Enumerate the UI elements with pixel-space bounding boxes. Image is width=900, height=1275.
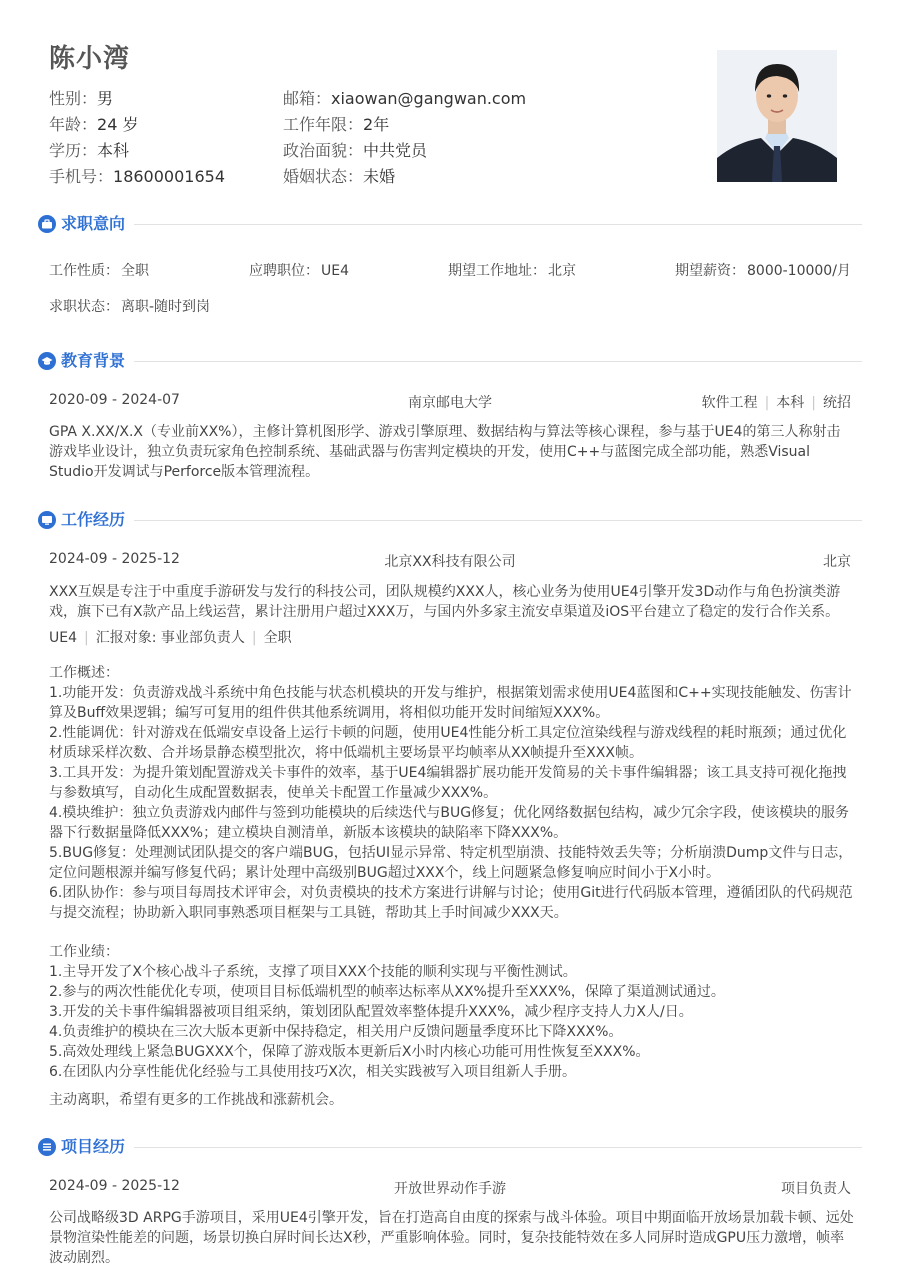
info-email: 邮箱：xiaowan@gangwan.com	[283, 89, 527, 108]
intent-location: 期望工作地址： 北京	[448, 263, 576, 279]
intent-status: 求职状态： 离职-随时到岗	[49, 299, 211, 315]
divider: |	[811, 395, 816, 411]
project-description: 公司战略级3D ARPG手游项目，采用UE4引擎开发，旨在打造高自由度的探索与战斗体验。项目中期面临开放场景加载卡顿、远处 景物渲染性能差的问题，场景切换白屏时间长达X秒，严重影响体验。同时，复杂技能特效在多人同屏时造成GPU压力激增，帧率 波动剧烈。	[49, 1210, 854, 1266]
education-row	[49, 392, 851, 414]
info-marital: 婚姻状态：未婚	[283, 167, 396, 186]
divider: |	[251, 630, 257, 646]
work-company-description: XXX互娱是专注于中重度手游研发与发行的科技公司，团队规模约XXX人，核心业务为使用UE4引擎开发3D动作与角色扮演类游 戏，旗下已有X款产品上线运营，累计注册用户超过XXX万，与国内外多家主流安卓渠道及iOS平台建立了稳定的发行合作关系。	[49, 584, 841, 620]
work-results: 工作业绩： 1.主导开发了X个核心战斗子系统，支撑了项目XXX个技能的顺利实现与平衡性测试。 2.参与的两次性能优化专项，使项目目标低端机型的帧率达标率从XX%提升至XXX%，保障了渠道测试通过。 3.开发的关卡事件编辑器被项目组采纳，策划团队配置效率整体提升XXX%，减少程序支持人力X人/日。 4.负责维护的模块在三次大版本更新中保持稳定，相关用户反馈问题量季度环比下降XXX%。 5.高效处理线上紧急BUGXXX个，保障了游戏版本更新后X小时内核心功能可用性恢复至XXX%。 6.在团队内分享性能优化经验与工具使用技巧X次，相关实践被写入项目组新人手册。	[49, 942, 855, 1082]
education-major: 软件工程	[701, 395, 758, 411]
work-tag: 全职	[263, 630, 292, 646]
info-gender: 性别：男	[49, 89, 114, 108]
section-title: 求职意向	[61, 214, 126, 233]
work-overview: 工作概述： 1.功能开发：负责游戏战斗系统中角色技能与状态机模块的开发与维护，根据策划需求使用UE4蓝图和C++实现技能触发、伤害计 算及Buff效果逻辑；编写可复用的组件供其他系统调用，将相似功能开发时间缩短XXX%。 2.性能调优：针对游戏在低端安卓设备上运行卡顿的问题，使用UE4性能分析工具定位渲染线程与游戏线程的耗时瓶颈；通过优化 材质球采样次数、合并场景静态模型批次，将中低端机主要场景平均帧率从XX帧提升至XXX帧。 3.工具开发：为提升策划配置游戏关卡事件的效率，基于UE4编辑器扩展功能开发简易的关卡事件编辑器；该工具支持可视化拖拽 与参数填写，自动化生成配置数据表，使单关卡配置工作量减少XXX%。 4.模块维护：独立负责游戏内邮件与签到功能模块的后续迭代与BUG修复；优化网络数据包结构，减少冗余字段，使该模块的服务 器下行数据量降低XXX%；建立模块自测清单，新版本该模块的缺陷率下降XXX%。 5.BUG修复：处理测试团队提交的客户端BUG，包括UI显示异常、特定机型崩溃、技能特效丢失等；分析崩溃Dump文件与日志， 定位问题根源并编写修复代码；累计处理中高级别BUG超过XXX个，线上问题紧急修复响应时间小于X小时。 6.团队协作：参与项目每周技术评审会，对负责模块的技术方案进行讲解与讨论；使用Git进行代码版本管理，遵循团队的代码规范 与提交流程；协助新入职同事熟悉项目框架与工具链，帮助其上手时间减少XXX天。	[49, 663, 855, 923]
work-tag: UE4	[49, 630, 77, 646]
list-icon	[38, 1138, 56, 1156]
graduation-cap-icon	[38, 352, 56, 370]
divider: |	[84, 630, 89, 646]
candidate-name: 陈小湾	[49, 44, 131, 74]
intent-salary: 期望薪资： 8000-10000/月	[675, 263, 851, 279]
info-age: 年龄：24 岁	[49, 115, 139, 134]
info-political: 政治面貌：中共党员	[283, 141, 428, 160]
section-intent-header	[38, 213, 862, 237]
education-details	[702, 392, 851, 412]
section-title: 项目经历	[61, 1137, 126, 1156]
project-name: 开放世界动作手游	[394, 1181, 506, 1197]
education-description: GPA X.XX/X.X（专业前XX%），主修计算机图形学、游戏引擎原理、数据结构与算法等核心课程，参与基于UE4的第三人称射击 游戏毕业设计，独立负责玩家角色控制系统、基础武器与伤害判定模块的开发，使用C++与蓝图完成全部功能，熟悉Visual Studio开发调试与Perforce版本管理流程。	[49, 424, 841, 480]
section-title: 工作经历	[61, 510, 126, 529]
monitor-icon	[38, 511, 56, 529]
project-role: 项目负责人	[781, 1181, 851, 1197]
section-divider	[134, 361, 862, 362]
work-tag: 汇报对象: 事业部负责人	[95, 630, 245, 646]
work-company: 北京XX科技有限公司	[384, 554, 516, 570]
work-period: 2024-09 - 2025-12	[49, 551, 180, 567]
education-school: 南京邮电大学	[408, 395, 492, 411]
section-work-header	[38, 509, 862, 533]
work-tags	[49, 628, 855, 648]
intent-position: 应聘职位： UE4	[249, 263, 349, 279]
education-type: 统招	[823, 395, 851, 411]
work-results-title: 工作业绩：	[49, 944, 119, 960]
education-period: 2020-09 - 2024-07	[49, 392, 180, 408]
work-leave-reason: 主动离职，希望有更多的工作挑战和涨薪机会。	[49, 1092, 343, 1108]
section-education-header	[38, 350, 862, 374]
education-degree: 本科	[776, 395, 805, 411]
info-education: 学历：本科	[49, 141, 130, 160]
divider: |	[764, 395, 770, 411]
section-project-header	[38, 1136, 862, 1160]
project-period: 2024-09 - 2025-12	[49, 1178, 180, 1194]
intent-work-type: 工作性质： 全职	[49, 263, 149, 279]
info-experience: 工作年限：2年	[283, 115, 390, 134]
work-city: 北京	[823, 554, 851, 570]
portrait-image	[717, 50, 837, 182]
work-overview-title: 工作概述：	[49, 665, 119, 681]
section-divider	[134, 224, 862, 225]
project-row	[49, 1178, 851, 1200]
section-divider	[134, 520, 862, 521]
briefcase-icon	[38, 215, 56, 233]
section-divider	[134, 1147, 862, 1148]
work-row	[49, 551, 851, 573]
info-phone: 手机号：18600001654	[49, 167, 225, 186]
section-title: 教育背景	[61, 351, 126, 370]
profile-photo	[717, 50, 837, 182]
